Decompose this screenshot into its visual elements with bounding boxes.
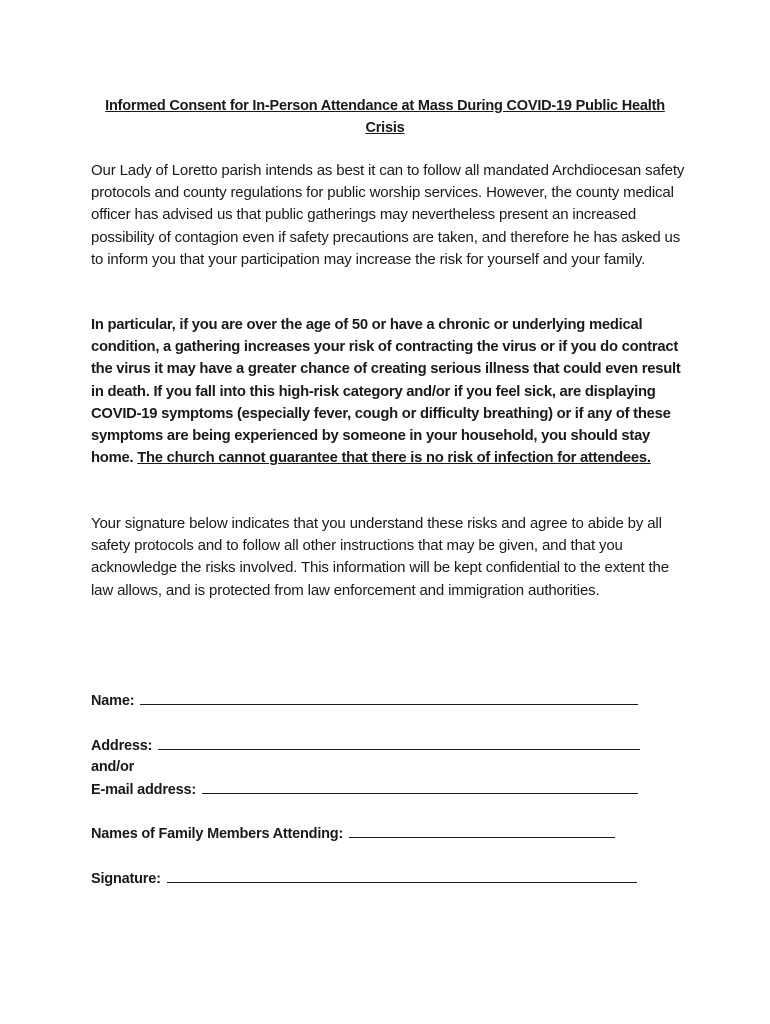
no-guarantee-statement: The church cannot guarantee that there is no risk of infection for attendees. bbox=[137, 450, 651, 467]
signature-label: Signature: bbox=[91, 871, 161, 887]
email-field-row bbox=[91, 778, 638, 801]
risk-warning-paragraph bbox=[91, 314, 691, 469]
document-title: Informed Consent for In-Person Attendance at Mass During COVID-19 Public Health Crisis bbox=[105, 98, 665, 136]
email-input-line[interactable] bbox=[202, 778, 638, 794]
address-label: Address: bbox=[91, 738, 153, 754]
name-input-line[interactable] bbox=[140, 689, 638, 705]
intro-paragraph: Our Lady of Loretto parish intends as best it can to follow all mandated Archdiocesan safety protocols and county regulations for public worship services. However, the county medical officer has advised us that public gatherings may nevertheless present an increased possibility of contagion even if safety precautions are taken, and therefore he has asked us to inform you that your participation may increase the risk for yourself and your family. bbox=[91, 162, 685, 268]
andor-text: and/or bbox=[91, 759, 135, 775]
family-members-input-line[interactable] bbox=[349, 822, 615, 838]
family-members-label: Names of Family Members Attending: bbox=[91, 826, 344, 842]
risk-warning-text: In particular, if you are over the age of 50 or have a chronic or underlying medical condition, a gathering increases your risk of contracting the virus or if you do contract the virus it may have a greater chance of creating serious illness that could even result in death. If you fall into this high-risk category and/or if you feel sick, are displaying COVID-19 symptoms (especially fever, cough or difficulty breathing) or if any of these symptoms are being experienced by someone in your household, you should stay home. bbox=[91, 317, 681, 467]
signature-input-line[interactable] bbox=[167, 867, 637, 883]
email-label: E-mail address: bbox=[91, 782, 196, 798]
family-members-field-row bbox=[91, 822, 615, 845]
address-input-line[interactable] bbox=[158, 734, 640, 750]
address-field-row bbox=[91, 734, 640, 757]
name-label: Name: bbox=[91, 693, 135, 709]
signature-field-row bbox=[91, 867, 637, 890]
acknowledgement-paragraph: Your signature below indicates that you understand these risks and agree to abide by all safety protocols and to follow all other instructions that may be given, and that you acknowledge the risks involved. This information will be kept confidential to the extent the law allows, and is protected from law enforcement and immigration authorities. bbox=[91, 515, 669, 599]
name-field-row bbox=[91, 689, 638, 712]
